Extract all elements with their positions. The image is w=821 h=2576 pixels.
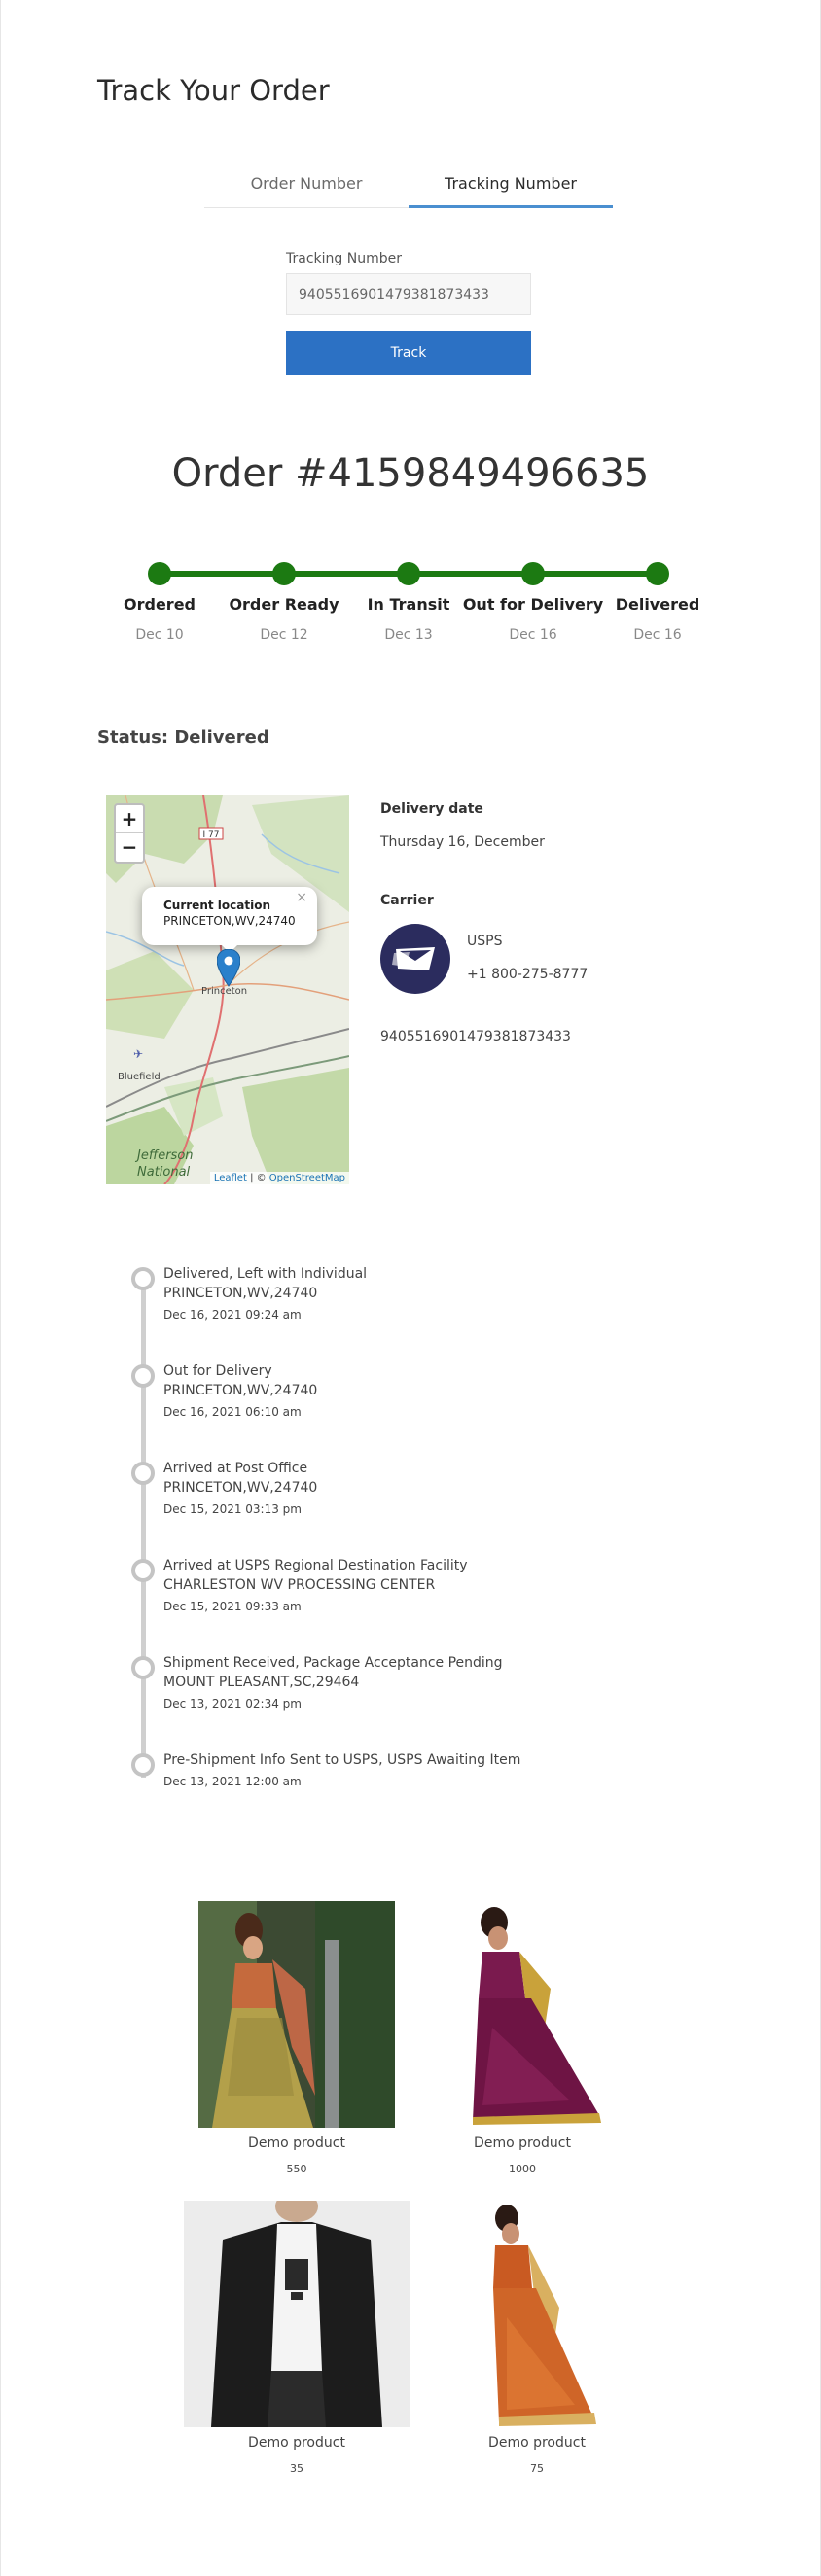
event-date: Dec 16, 2021 06:10 am — [163, 1405, 302, 1419]
map-marker-icon[interactable] — [217, 949, 240, 988]
step-dot — [521, 562, 545, 585]
map-attribution — [210, 1172, 349, 1184]
step-date: Dec 16 — [633, 627, 682, 643]
attribution-separator: | © — [246, 1173, 269, 1183]
product-name[interactable]: Demo product — [488, 2435, 586, 2451]
step-dot — [646, 562, 669, 585]
event-location: MOUNT PLEASANT,SC,29464 — [163, 1675, 360, 1690]
progress-step-delivered — [580, 562, 735, 643]
timeline-dot — [131, 1559, 155, 1582]
location-popup — [142, 887, 317, 945]
step-label: In Transit — [367, 595, 450, 614]
carrier-label: Carrier — [380, 893, 434, 908]
step-date: Dec 16 — [509, 627, 557, 643]
popup-location: PRINCETON,WV,24740 — [163, 914, 296, 928]
event-location: PRINCETON,WV,24740 — [163, 1383, 318, 1398]
event-date: Dec 15, 2021 03:13 pm — [163, 1502, 302, 1516]
usps-logo-icon — [380, 924, 450, 994]
status-heading: Status: Delivered — [97, 727, 269, 748]
map-label-princeton: Princeton — [201, 986, 248, 997]
timeline-dot — [131, 1656, 155, 1679]
location-map[interactable] — [106, 795, 349, 1184]
timeline-line — [141, 1282, 146, 1778]
product-card[interactable] — [184, 2201, 410, 2475]
svg-text:✈: ✈ — [133, 1047, 144, 1061]
step-label: Out for Delivery — [462, 595, 604, 614]
event-status: Delivered, Left with Individual — [163, 1266, 368, 1282]
tracking-tabs — [204, 169, 613, 208]
event-location: PRINCETON,WV,24740 — [163, 1286, 318, 1301]
zoom-out-button[interactable]: − — [121, 835, 138, 859]
step-label: Delivered — [615, 595, 700, 614]
tracking-number-input[interactable] — [286, 273, 531, 315]
event-status: Pre-Shipment Info Sent to USPS, USPS Awaiting Item — [163, 1752, 521, 1768]
zoom-in-button[interactable]: + — [116, 805, 143, 833]
product-card[interactable] — [424, 1901, 621, 2175]
event-date: Dec 16, 2021 09:24 am — [163, 1308, 302, 1322]
map-label-bluefield: Bluefield — [118, 1072, 161, 1082]
product-image-saree-purple[interactable] — [424, 1901, 621, 2128]
product-image-lehenga[interactable] — [198, 1901, 395, 2128]
product-card[interactable] — [198, 1901, 395, 2175]
product-image-jacket[interactable] — [184, 2201, 410, 2427]
product-name[interactable]: Demo product — [248, 2135, 345, 2151]
step-label: Order Ready — [229, 595, 339, 614]
event-status: Shipment Received, Package Acceptance Pending — [163, 1655, 503, 1671]
tracking-timeline — [126, 1264, 710, 1809]
event-status: Out for Delivery — [163, 1363, 272, 1379]
tab-order-number[interactable]: Order Number — [204, 169, 409, 208]
step-label: Ordered — [124, 595, 196, 614]
step-dot — [148, 562, 171, 585]
product-card[interactable] — [439, 2201, 635, 2475]
timeline-dot — [131, 1364, 155, 1388]
event-status: Arrived at Post Office — [163, 1461, 308, 1476]
popup-title: Current location — [163, 899, 270, 912]
product-price: 1000 — [509, 2163, 536, 2175]
event-date: Dec 13, 2021 12:00 am — [163, 1775, 302, 1788]
page-title: Track Your Order — [97, 74, 330, 107]
delivery-date-label: Delivery date — [380, 801, 483, 817]
map-zoom-control — [114, 803, 145, 864]
order-heading: Order #4159849496635 — [171, 451, 650, 496]
road-shield: I 77 — [202, 830, 220, 840]
tracking-number-label: Tracking Number — [286, 251, 402, 266]
step-dot — [272, 562, 296, 585]
popup-close-button[interactable]: × — [296, 890, 307, 905]
order-progress — [0, 554, 821, 652]
event-location: PRINCETON,WV,24740 — [163, 1480, 318, 1496]
step-date: Dec 10 — [135, 627, 184, 643]
step-date: Dec 13 — [384, 627, 433, 643]
product-name[interactable]: Demo product — [474, 2135, 571, 2151]
timeline-dot — [131, 1753, 155, 1777]
event-status: Arrived at USPS Regional Destination Facility — [163, 1558, 468, 1573]
leaflet-link[interactable]: Leaflet — [213, 1173, 247, 1183]
event-location: CHARLESTON WV PROCESSING CENTER — [163, 1577, 436, 1593]
map-label-national: National — [137, 1165, 191, 1180]
product-price: 35 — [290, 2462, 303, 2475]
openstreetmap-link[interactable]: OpenStreetMap — [268, 1173, 345, 1183]
tab-tracking-number[interactable]: Tracking Number — [409, 169, 613, 208]
timeline-dot — [131, 1267, 155, 1290]
timeline-dot — [131, 1462, 155, 1485]
carrier-name: USPS — [467, 934, 503, 949]
carrier-phone: +1 800-275-8777 — [467, 967, 589, 982]
product-price: 75 — [530, 2462, 544, 2475]
map-label-jefferson: Jefferson — [137, 1148, 194, 1163]
product-name[interactable]: Demo product — [248, 2435, 345, 2451]
step-dot — [397, 562, 420, 585]
product-image-saree-orange[interactable] — [439, 2201, 635, 2427]
event-date: Dec 13, 2021 02:34 pm — [163, 1697, 302, 1711]
product-price: 550 — [286, 2163, 307, 2175]
event-date: Dec 15, 2021 09:33 am — [163, 1600, 302, 1613]
tracking-number-value: 9405516901479381873433 — [380, 1029, 571, 1044]
track-button[interactable]: Track — [286, 331, 531, 375]
delivery-date-value: Thursday 16, December — [380, 834, 545, 850]
step-date: Dec 12 — [260, 627, 308, 643]
